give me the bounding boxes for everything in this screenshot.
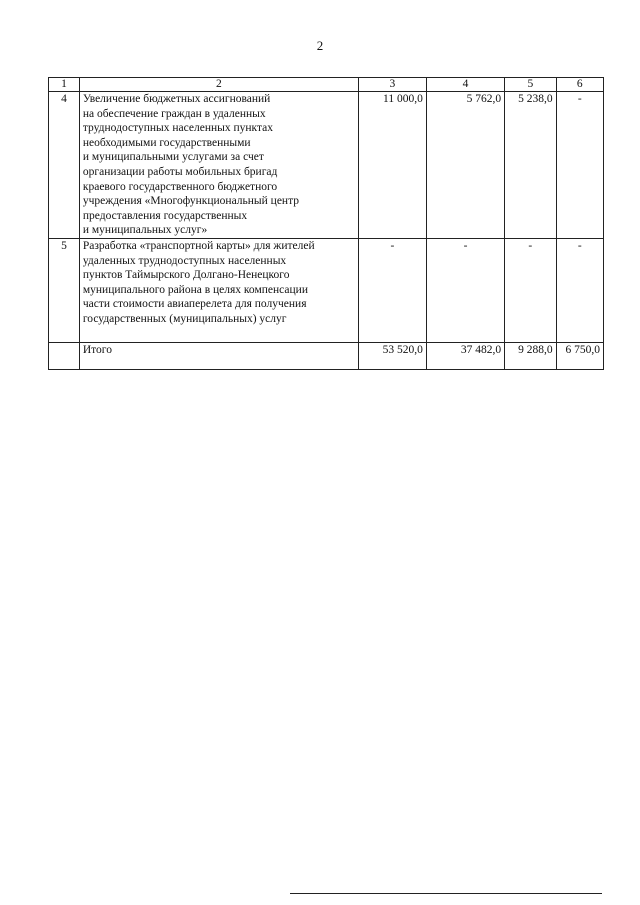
budget-table	[48, 77, 604, 370]
column-header-5: 5	[505, 78, 556, 92]
row-number: 4	[49, 92, 80, 239]
description-line: предоставления государственных	[82, 209, 248, 222]
description-line: государственных (муниципальных) услуг	[82, 312, 287, 325]
value-col-4: -	[426, 239, 504, 343]
value-col-5: 5 238,0	[505, 92, 556, 239]
description-line: и муниципальными услугами за счет	[82, 151, 264, 164]
description-line: пунктов Таймырского Долгано-Ненецкого	[82, 269, 290, 282]
table-row	[49, 239, 604, 343]
description-line: части стоимости авиаперелета для получения	[82, 298, 307, 311]
total-col-3: 53 520,0	[358, 343, 426, 370]
description-line: удаленных труднодоступных населенных	[82, 254, 287, 267]
description-line: Увеличение бюджетных ассигнований	[82, 93, 271, 105]
row-description	[79, 239, 358, 343]
description-line: муниципального района в целях компенсации	[82, 283, 308, 296]
value-col-6: -	[556, 92, 603, 239]
value-col-3: -	[358, 239, 426, 343]
description-line: учреждения «Многофункциональный центр	[82, 195, 299, 208]
description-line: организации работы мобильных бригад	[82, 165, 278, 178]
column-header-4: 4	[426, 78, 504, 92]
row-description	[79, 92, 358, 239]
row-number: 5	[49, 239, 80, 343]
description-line: на обеспечение граждан в удаленных	[82, 107, 266, 120]
table-row	[49, 92, 604, 239]
value-col-5: -	[505, 239, 556, 343]
total-col-4: 37 482,0	[426, 343, 504, 370]
column-header-2: 2	[79, 78, 358, 92]
description-line: краевого государственного бюджетного	[82, 180, 278, 193]
column-header-3: 3	[358, 78, 426, 92]
column-header-6: 6	[556, 78, 603, 92]
total-col-6: 6 750,0	[556, 343, 603, 370]
description-line: Разработка «транспортной карты» для жителей	[82, 240, 315, 252]
total-label: Итого	[79, 343, 358, 370]
bottom-rule	[290, 893, 602, 894]
description-line: необходимыми государственными	[82, 136, 251, 149]
column-header-1: 1	[49, 78, 80, 92]
page-number: 2	[316, 38, 324, 53]
row-number-empty	[49, 343, 80, 370]
description-line: и муниципальных услуг»	[82, 224, 208, 237]
description-line: труднодоступных населенных пунктах	[82, 122, 273, 135]
total-col-5: 9 288,0	[505, 343, 556, 370]
table-total-row	[49, 343, 604, 370]
value-col-3: 11 000,0	[358, 92, 426, 239]
value-col-4: 5 762,0	[426, 92, 504, 239]
value-col-6: -	[556, 239, 603, 343]
table-header-row	[49, 78, 604, 92]
